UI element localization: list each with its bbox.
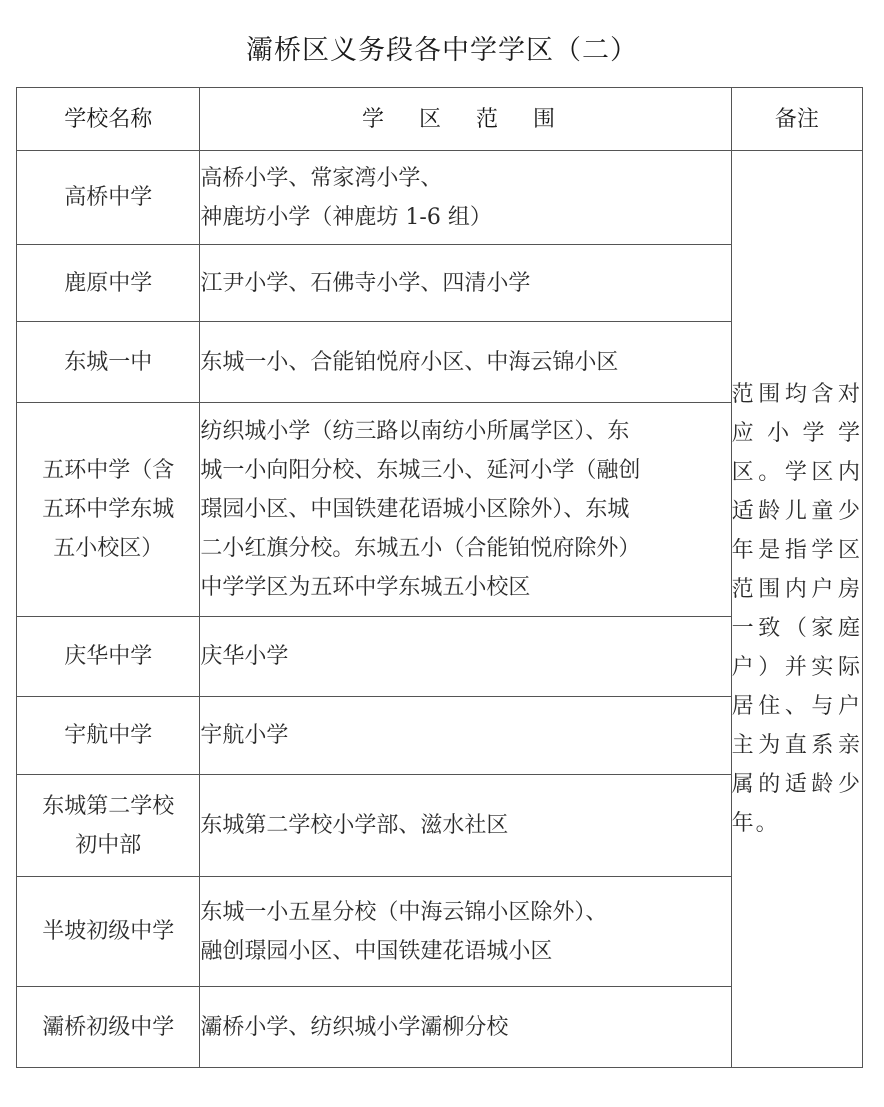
range-line: 融创璟园小区、中国铁建花语城小区 <box>200 938 553 964</box>
range-line: 二小红旗分校。东城五小（合能铂悦府除外） <box>200 536 641 561</box>
school-name-cell: 东城一中 <box>17 322 200 403</box>
zone-range-cell <box>200 877 731 987</box>
school-name-cell: 半坡初级中学 <box>17 877 200 987</box>
school-name-line: 初中部 <box>75 832 142 858</box>
range-line: 宇航小学 <box>200 723 289 748</box>
range-line: 纺织城小学（纺三路以南纺小所属学区）、东 <box>200 419 630 444</box>
school-name-line: 东城第二学校 <box>42 793 175 819</box>
school-name-cell <box>17 403 200 617</box>
header-zone-range: 学 区 范 围 <box>200 88 731 151</box>
zone-range-cell <box>200 775 731 877</box>
school-name-cell: 鹿原中学 <box>17 245 200 322</box>
zone-range-cell <box>200 697 731 775</box>
range-line: 高桥小学、常家湾小学、 <box>200 165 443 191</box>
zone-range-cell <box>200 245 731 322</box>
table-header-row <box>17 88 863 151</box>
range-line: 江尹小学、石佛寺小学、四清小学 <box>200 270 531 296</box>
note-cell: 范围均含对应小学学区。学区内适龄儿童少年是指学区范围内户房一致（家庭户）并实际居住、与户主为直系亲属的适龄少年。 <box>731 151 862 1068</box>
range-line: 神鹿坊小学（神鹿坊 1-6 组） <box>200 204 492 230</box>
header-notes: 备注 <box>731 88 862 151</box>
school-name-line: 五环中学东城 <box>42 497 175 522</box>
range-line: 璟园小区、中国铁建花语城小区除外）、东城 <box>200 497 630 522</box>
school-name-line: 五小校区） <box>53 536 164 561</box>
zone-range-cell <box>200 617 731 697</box>
range-line: 灞桥小学、纺织城小学灞柳分校 <box>200 1014 509 1040</box>
range-line: 东城一小五星分校（中海云锦小区除外）、 <box>200 899 608 925</box>
table-row <box>17 151 863 245</box>
range-line: 城一小向阳分校、东城三小、延河小学（融创 <box>200 458 641 483</box>
range-line: 东城第二学校小学部、滋水社区 <box>200 813 509 838</box>
range-line: 东城一小、合能铂悦府小区、中海云锦小区 <box>200 349 619 375</box>
range-line: 中学学区为五环中学东城五小校区 <box>200 575 531 600</box>
school-name-cell: 高桥中学 <box>17 151 200 245</box>
zone-range-cell <box>200 322 731 403</box>
school-name-cell: 灞桥初级中学 <box>17 987 200 1068</box>
school-name-line: 五环中学（含 <box>42 458 175 483</box>
range-line: 庆华小学 <box>200 644 289 669</box>
school-name-cell: 庆华中学 <box>17 617 200 697</box>
school-name-cell: 宇航中学 <box>17 697 200 775</box>
zone-range-cell <box>200 987 731 1068</box>
school-name-cell <box>17 775 200 877</box>
header-school-name: 学校名称 <box>17 88 200 151</box>
zone-range-cell <box>200 403 731 617</box>
school-zone-table <box>16 87 863 1068</box>
zone-range-cell <box>200 151 731 245</box>
page-title: 灞桥区义务段各中学学区（二） <box>246 35 638 66</box>
